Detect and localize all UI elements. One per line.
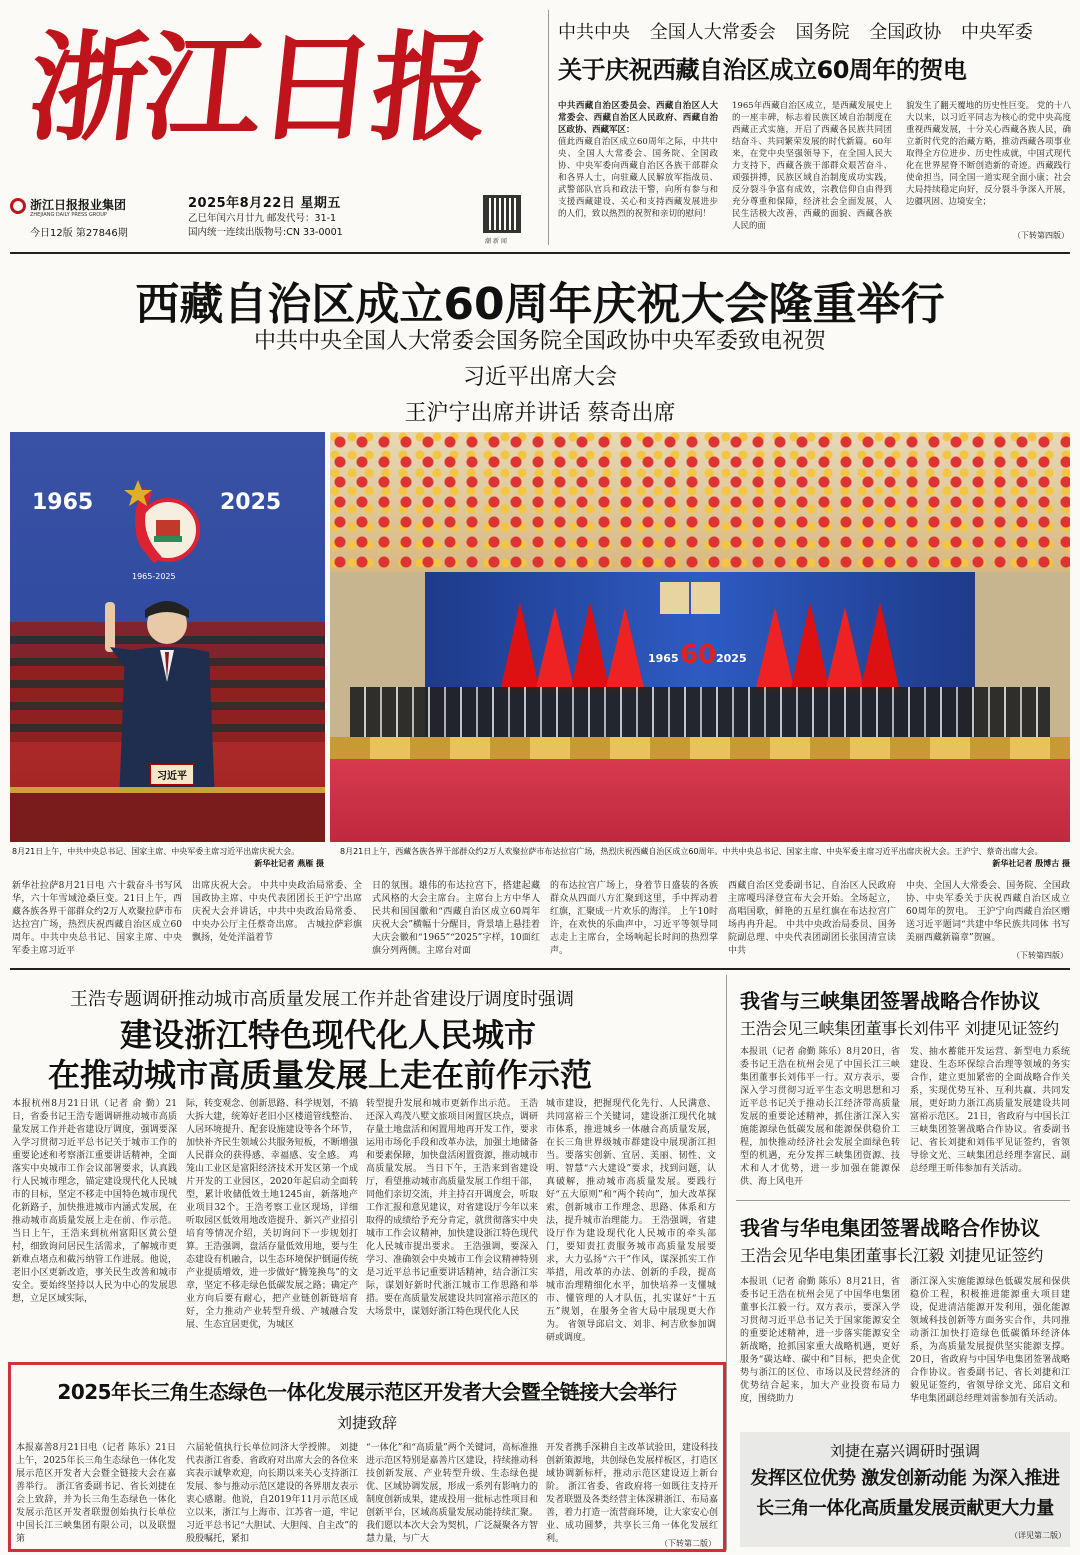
tgdc-rule [736, 1200, 1070, 1201]
sender: 中共中央 [558, 22, 630, 43]
press-group-name-en: ZHEJIANG DAILY PRESS GROUP [30, 212, 107, 218]
greeting-col-2: 1965年西藏自治区成立，是西藏发展史上的一座丰碑，标志着民族区域自治制度在西藏正式实施，开启了西藏各民族共同团结奋斗、共同繁荣发展的时代新篇。60年来，在党中央坚强领导下，在全国人民大力支持下，西藏各族干部群众艰苦奋斗、顽强拼搏，民族区域自治制度成功实践，反分裂斗争富有成效，宗教信仰自由得到充分尊重和保障，经济社会全面发展，人民生活极大改善，西藏的面貌、西藏各族人民的面 [732, 101, 892, 231]
stage-year-right: 2025 [716, 652, 747, 665]
anniversary-emblem-icon [118, 470, 210, 580]
photo-credit-right: 新华社记者 殷博古 摄 [992, 859, 1070, 868]
portrait-frames [660, 582, 720, 614]
lead-sub-2: 习近平出席大会 [462, 365, 617, 390]
lead-body-col-3: 日的氛围。雄伟的布达拉宫下，搭建起藏式风格的大会主席台。主席台上方中华人民共和国国徽和“西藏自治区成立60周年庆祝大会”横幅十分醒目，背景墙上悬挂着大庆会徽和“1965”“2025”字样，10面红旗分列两侧。主席台对面 [372, 881, 540, 956]
photo-caption-right: 8月21日上午，西藏各族各界干部群众约2万人欢聚拉萨市布达拉宫广场，热烈庆祝西藏自治区成立60周年。中共中央总书记、国家主席、中央军委主席习近平出席庆祝大会。王沪宁、蔡奇出席大会。 新华社记者 殷博古 摄 [340, 847, 1070, 868]
delta-body-col-2: 六届轮值执行长单位同济大学授牌。 刘捷代表浙江省委、省政府对出席大会的各位来宾表示诚挚欢迎，向长期以来关心支持浙江发展、参与推动示范区建设的各界朋友表示衷心感谢。他说，自2019年11月示范区成立以来，浙江与上海市、江苏省一道，牢记习近平总书记“大胆试、大胆闯、自主改”的殷殷嘱托，紧扣 [186, 1443, 358, 1544]
right-column-divider [726, 975, 727, 1550]
delta-headline: 2025年长三角生态绿色一体化发展示范区开发者大会暨全链接大会举行 [57, 1380, 677, 1404]
city-body-col-1: 本报杭州8月21日讯（记者 俞 勤）21日，省委书记王浩专题调研推动城市高质量发展工作并赴省建设厅调度，强调要深入学习贯彻习近平总书记关于城市工作的重要论述和考察浙江重要讲话精神，全面落实中央城市工作会议部署要求，认真践行人民城市理念，锚定建设现代化人民城市的目标，坚定不移走中国特色城市现代化新路子，加快推进城市内涵式发展，在推动城市高质量发展上走在前、作示范。 当日上午，王浩来到杭州富阳区黄公望村，细致询问居民生活需求，了解城市更新难点堵点和截污纳管工作进展。他说，老旧小区更新改造，事关民生改善和城市安全。要始终坚持以人民为中心的发展思想，立足区域实际， [12, 1099, 177, 1304]
greeting-title: 关于庆祝西藏自治区成立60周年的贺电 [558, 56, 967, 84]
city-kicker: 王浩专题调研推动城市高质量发展工作并赴省建设厅调度时强调 [70, 989, 574, 1010]
lead-body-col-5: 西藏自治区党委副书记、自治区人民政府主席嘎玛泽登宣布大会开始。全场起立，高唱国歌，鲜艳的五星红旗在布达拉宫广场冉冉升起。 中共中央政治局委员、国务院副总理、中央代表团副团长张国清宣读中共 [728, 881, 896, 956]
red-carpet [330, 759, 1070, 842]
promo-kicker: 刘捷在嘉兴调研时强调 [829, 1442, 980, 1460]
stage-year-left: 1965 [648, 652, 679, 665]
city-body-col-2: 际，转变观念、创新思路、科学规划，不搞大拆大建，统筹好老旧小区楼道管线整治、人居环境提升、配套设施建设等各个环节，加快补齐民生领域公共服务短板，不断增强人民群众的获得感、幸福感、安全感。 鸡笼山工业区是富阳经济技术开发区第一个成片开发的工业园区，2020年起启动全面转型，累计收储低效土地1245亩，新落地产业项目32个。王浩考察工业区现场，详细听取园区低效用地改造提升、新兴产业招引培育等情况介绍，关切询问下一步规划打算。王浩强调，盘活存量低效用地，要与生态建设有机融合，以生态环境保护倒逼传统产业提质增效，进一步做好“腾笼换鸟”的文章，坚定不移走绿色低碳发展之路；确定产业方向后要有耐心，把产业链创新链培育好，全力推动产业转型升级、产城融合发展、生态宜居更优，为城区 [186, 1099, 358, 1330]
tgdc-headline: 我省与三峡集团签署战略合作协议 [740, 989, 1040, 1013]
podium [10, 787, 325, 842]
masthead-rule [10, 252, 1070, 254]
masthead-title: 浙江日报 [22, 18, 494, 157]
city-headline-1: 建设浙江特色现代化人民城市 [120, 1016, 537, 1054]
greeting-col-3: 貌发生了翻天覆地的历史性巨变。 党的十八大以来，以习近平同志为核心的党中央高度重视西藏发展，十分关心西藏各族人民，确立新时代党的治藏方略，推动西藏各项事业取得全方位进步、历史性成就，中国式现代化在世界屋脊不断创造新的奇迹。西藏践行使命担当，同全国一道实现全面小康；社会大局持续稳定向好，反分裂斗争深入开展，边疆巩固、边境安全； [906, 101, 1071, 207]
press-group-logo [10, 195, 160, 223]
lead-sub-3: 王沪宁出席并讲话 蔡奇出席 [404, 401, 676, 426]
nameplate: 习近平 [150, 764, 194, 785]
photo-caption-left: 8月21日上午，中共中央总书记、国家主席、中央军委主席习近平出席庆祝大会。 新华社记者 燕雁 摄 [12, 847, 324, 868]
greeting-senders [558, 18, 1033, 44]
huadian-body-col-2: 浙江深入实施能源绿色低碳发展和保供稳价工程，积极推进能源重大项目建设，促进清洁能源开发利用，强化能源领域科技创新等方面务实合作，共同推动浙江加快打造绿色低碳循环经济体系，为高质量发展提供坚实能源支撑。 20日，省政府与中国华电集团签署战略合作协议。省委副书记、省长刘捷和江毅见证签约，省领导徐文光、邱启文和华电集团副总经理刘雷参加有关活动。 [910, 1277, 1070, 1404]
promo-continued: （详见第二版） [1010, 1531, 1066, 1540]
city-body-col-3: 转型提升发展和城市更新作出示范。 王浩还深入鸡茂八墅文旅项目闲置区块点，调研存量土地盘活和闲置用地再开发工作，要求运用市场化手段和改革办法，加强土地储备和要素保障，加快盘活闲置资源，推动城市高质量发展。 当日下午，王浩来到省建设厅，看望推动城市高质量发展工作组干部，同他们亲切交流，并主持召开调度会，听取工作汇报和意见建议，对省建设厅今年以来取得的成绩给予充分肯定，就贯彻落实中央城市工作会议精神，加快建设浙江特色现代化人民城市提出要求。 王浩强调，要深入学习、准确领会中央城市工作会议精神特别是习近平总书记重要讲话精神，结合浙江实际，谋划好新时代浙江城市工作思路和举措。要在高质量发展建设共同富裕示范区的大场景中，谋划好浙江特色现代化人民 [366, 1099, 538, 1317]
qr-caption: 潮 新 闻 [485, 238, 507, 245]
masthead-divider [548, 10, 549, 245]
photo-year-right: 2025 [220, 490, 282, 515]
lead-body-col-2: 出席庆祝大会。 中共中央政治局常委、全国政协主席、中央代表团团长王沪宁出席庆祝大会并讲话，中共中央政治局常委、中央办公厅主任蔡奇出席。 古城拉萨彩旗飘扬，处处洋溢着节 [192, 881, 362, 943]
sender: 中央军委 [960, 22, 1033, 43]
stage-emblem: 60 [680, 640, 717, 670]
promo-line-2: 长三角一体化高质量发展贡献更大力量 [756, 1498, 1054, 1519]
sender: 国务院 [795, 22, 850, 43]
promo-line-1: 发挥区位优势 激发创新动能 为深入推进 [750, 1468, 1060, 1489]
lead-sub-1: 中共中央全国人大常委会国务院全国政协中央军委致电祝贺 [253, 329, 826, 354]
lead-body-col-6: 中央、全国人大常委会、国务院、全国政协、中央军委关于庆祝西藏自治区成立60周年的贺电。 王沪宁向西藏自治区赠送习近平题词“共建中华民族共同体 书写美丽西藏新篇章”贺匾。 [906, 881, 1070, 943]
greeting-continued: （下转第四版） [1013, 231, 1069, 240]
greeting-col-1: 中共西藏自治区委员会、西藏自治区人大常委会、西藏自治区人民政府、西藏自治区政协、西藏军区： 值此西藏自治区成立60周年之际，中共中央、全国人大常委会、国务院、全国政协、中央军委向西藏自治区各族干部群众和各界人士，向驻藏人民解放军指战员、武警部队官兵和政法干警，向所有参与和支援西藏建设、关心和支持西藏发展进步的人们，致以热烈的祝贺和亲切的慰问！ [558, 101, 718, 219]
city-headline-2: 在推动城市高质量发展上走在前作示范 [48, 1056, 593, 1094]
press-group-name: 浙江日报报业集团 [30, 198, 127, 212]
lead-bottom-rule [10, 968, 1070, 970]
photo-credit-left: 新华社记者 燕雁 摄 [254, 859, 324, 868]
photo-emblem-years: 1965-2025 [132, 572, 176, 581]
edition-info: 今日12版 第27846期 [30, 228, 128, 239]
tgdc-body-col-2: 发、抽水蓄能开发运营、新型电力系统建设、生态环保综合治理等领域的务实合作，建立更加紧密的全面战略合作关系，实现优势互补、互利共赢、共同发展，更好助力浙江高质量发展建设共同富裕示范区。 21日，省政府与中国长江三峡集团签署战略合作协议。省委副书记、省长刘捷和刘伟平见证签约，省领导徐文光、三峡集团总经理李富民、副总经理王昕伟参加有关活动。 [910, 1047, 1070, 1174]
tgdc-body-col-1: 本报讯（记者 俞勤 陈乐）8月20日，省委书记王浩在杭州会见了中国长江三峡集团董事长刘伟平一行。双方表示，要深入学习贯彻习近平生态文明思想和习近平总书记关于推动长江经济带高质量发展的重要论述精神，抓住浙江深入实施能源绿色低碳发展和能源保供稳价工程，加快推动经济社会发展全面绿色转型的机遇，充分发挥三峡集团资源、技术和人才优势，进一步加强在能源保供、海上风电开 [740, 1047, 900, 1187]
lead-body-col-4: 的布达拉宫广场上，身着节日盛装的各族群众从四面八方汇聚到这里，手中挥动着红旗，汇聚成一片欢乐的海洋。 上午10时许，在欢快的乐曲声中，习近平等领导同志走上主席台，全场响起长时间的热烈掌声。 [550, 881, 718, 956]
greeting-recipient: 中共西藏自治区委员会、西藏自治区人大常委会、西藏自治区人民政府、西藏自治区政协、西藏军区： [558, 101, 718, 135]
sender: 全国政协 [869, 22, 942, 43]
lead-continued: （下转第四版） [1012, 951, 1068, 960]
officials-row [350, 687, 1050, 742]
huadian-body-col-1: 本报讯（记者 俞勤 陈乐）8月21日，省委书记王浩在杭州会见了中国华电集团董事长江毅一行。双方表示，要深入学习贯彻习近平总书记关于国家能源安全的重要论述精神，进一步落实能源安全新战略，抢抓国家重大战略机遇，更好服务“碳达峰、碳中和”目标，把央企优势与浙江的区位、市场以及民营经济的优势结合起来，加大产业投资布局力度，围绕助力 [740, 1277, 900, 1404]
photo-leader [10, 432, 325, 842]
delta-body-col-4: 开发者携手深耕自主改革试验田，建设科技创新策源地，共创绿色发展样板区，打造区域协调新标杆，推动示范区建设迈上新台阶。 浙江省委、省政府将一如既往支持开发者联盟及各类经营主体深耕浙江、布局嘉善，着力打造一流营商环境，让大家安心创业、成功圆梦，共享长三角一体化发展红利。 [546, 1443, 718, 1544]
huadian-headline: 我省与华电集团签署战略合作协议 [740, 1216, 1040, 1240]
flower-arch [330, 432, 1070, 572]
huadian-sub: 王浩会见华电集团董事长江毅 刘捷见证签约 [740, 1246, 1044, 1265]
greeting-telegram [558, 18, 1073, 248]
photo-ceremony [330, 432, 1070, 842]
tgdc-sub: 王浩会见三峡集团董事长刘伟平 刘捷见证签约 [740, 1019, 1059, 1038]
cn-number: 国内统一连续出版物号:CN 33-0001 [188, 227, 343, 238]
delta-body-col-3: “一体化”和“高质量”两个关键词，高标准推进示范区特别是嘉善片区建设，持续推动科技创新发展、产业转型升级、生态绿色提优、区域协调发展，形成一系列有影响力的制度创新成果，建成投用一批标志性项目和创新平台，区域高质量发展动能持续汇聚。我们愿以本次大会为契机，广泛凝聚各方智慧力量，与广大 [366, 1443, 538, 1544]
sender: 全国人大常委会 [649, 22, 776, 43]
stage-rail [330, 737, 1070, 759]
delta-sub: 刘捷致辞 [336, 1414, 397, 1432]
lead-headline: 西藏自治区成立60周年庆祝大会隆重举行 [135, 279, 945, 330]
city-body-col-4: 城市建设，把握现代化先行、人民满意、共同富裕三个关键词，建设浙江现代化城市体系，推进城乡一体融合高质量发展，在长三角世界级城市群建设中展现浙江担当。要落实创新、宜居、美丽、韧性、文明、智慧“六大建设”要求，找到问题，认真破解，推动城市高质量发展。要践行好“五大原则”和“两个转向”，加大改革探索，创新城市工作理念、思路、体系和方法，提升城市治理能力。 王浩强调，省建设厅作为建设现代化人民城市的牵头部门，要知责扛责服务城市高质量发展要求，大力弘扬“六干”作风，谋深抓实工作举措，用改革的办法、创新的手段，提高城市治理精细化水平，加快培养一支懂城市、懂管理的人才队伍，扎实谋好“十五五”规划，在服务全省大局中展现更大作为。 省领导邱启文、刘非、柯吉欣参加调研或调度。 [546, 1099, 716, 1343]
press-group-icon [10, 198, 26, 214]
issue-date: 2025年8月22日 星期五 [188, 196, 341, 211]
delta-continued: （下转第二版） [660, 1539, 716, 1548]
photo-year-left: 1965 [32, 490, 94, 515]
masthead [0, 0, 540, 250]
qr-code[interactable] [483, 195, 521, 233]
lunar-date: 乙巳年闰六月廿九 邮发代号：31-1 [188, 213, 337, 224]
delta-body-col-1: 本报嘉善8月21日电（记者 陈乐）21日上午，2025年长三角生态绿色一体化发展示范区开发者大会暨全链接大会在嘉善举行。 浙江省委副书记、省长刘捷在会上致辞，并为长三角生态绿色一体化发展示范区开发者联盟创始执行长单位中国长江三峡集团有限公司，以及联盟第 [16, 1443, 176, 1544]
lead-body-col-1: 新华社拉萨8月21日电 六十载奋斗书写风华，六十年雪域沧桑巨变。21日上午，西藏各族各界干部群众约2万人欢聚拉萨市布达拉宫广场，热烈庆祝西藏自治区成立60周年。中共中央总书记、国家主席、中央军委主席习近平 [12, 881, 182, 956]
